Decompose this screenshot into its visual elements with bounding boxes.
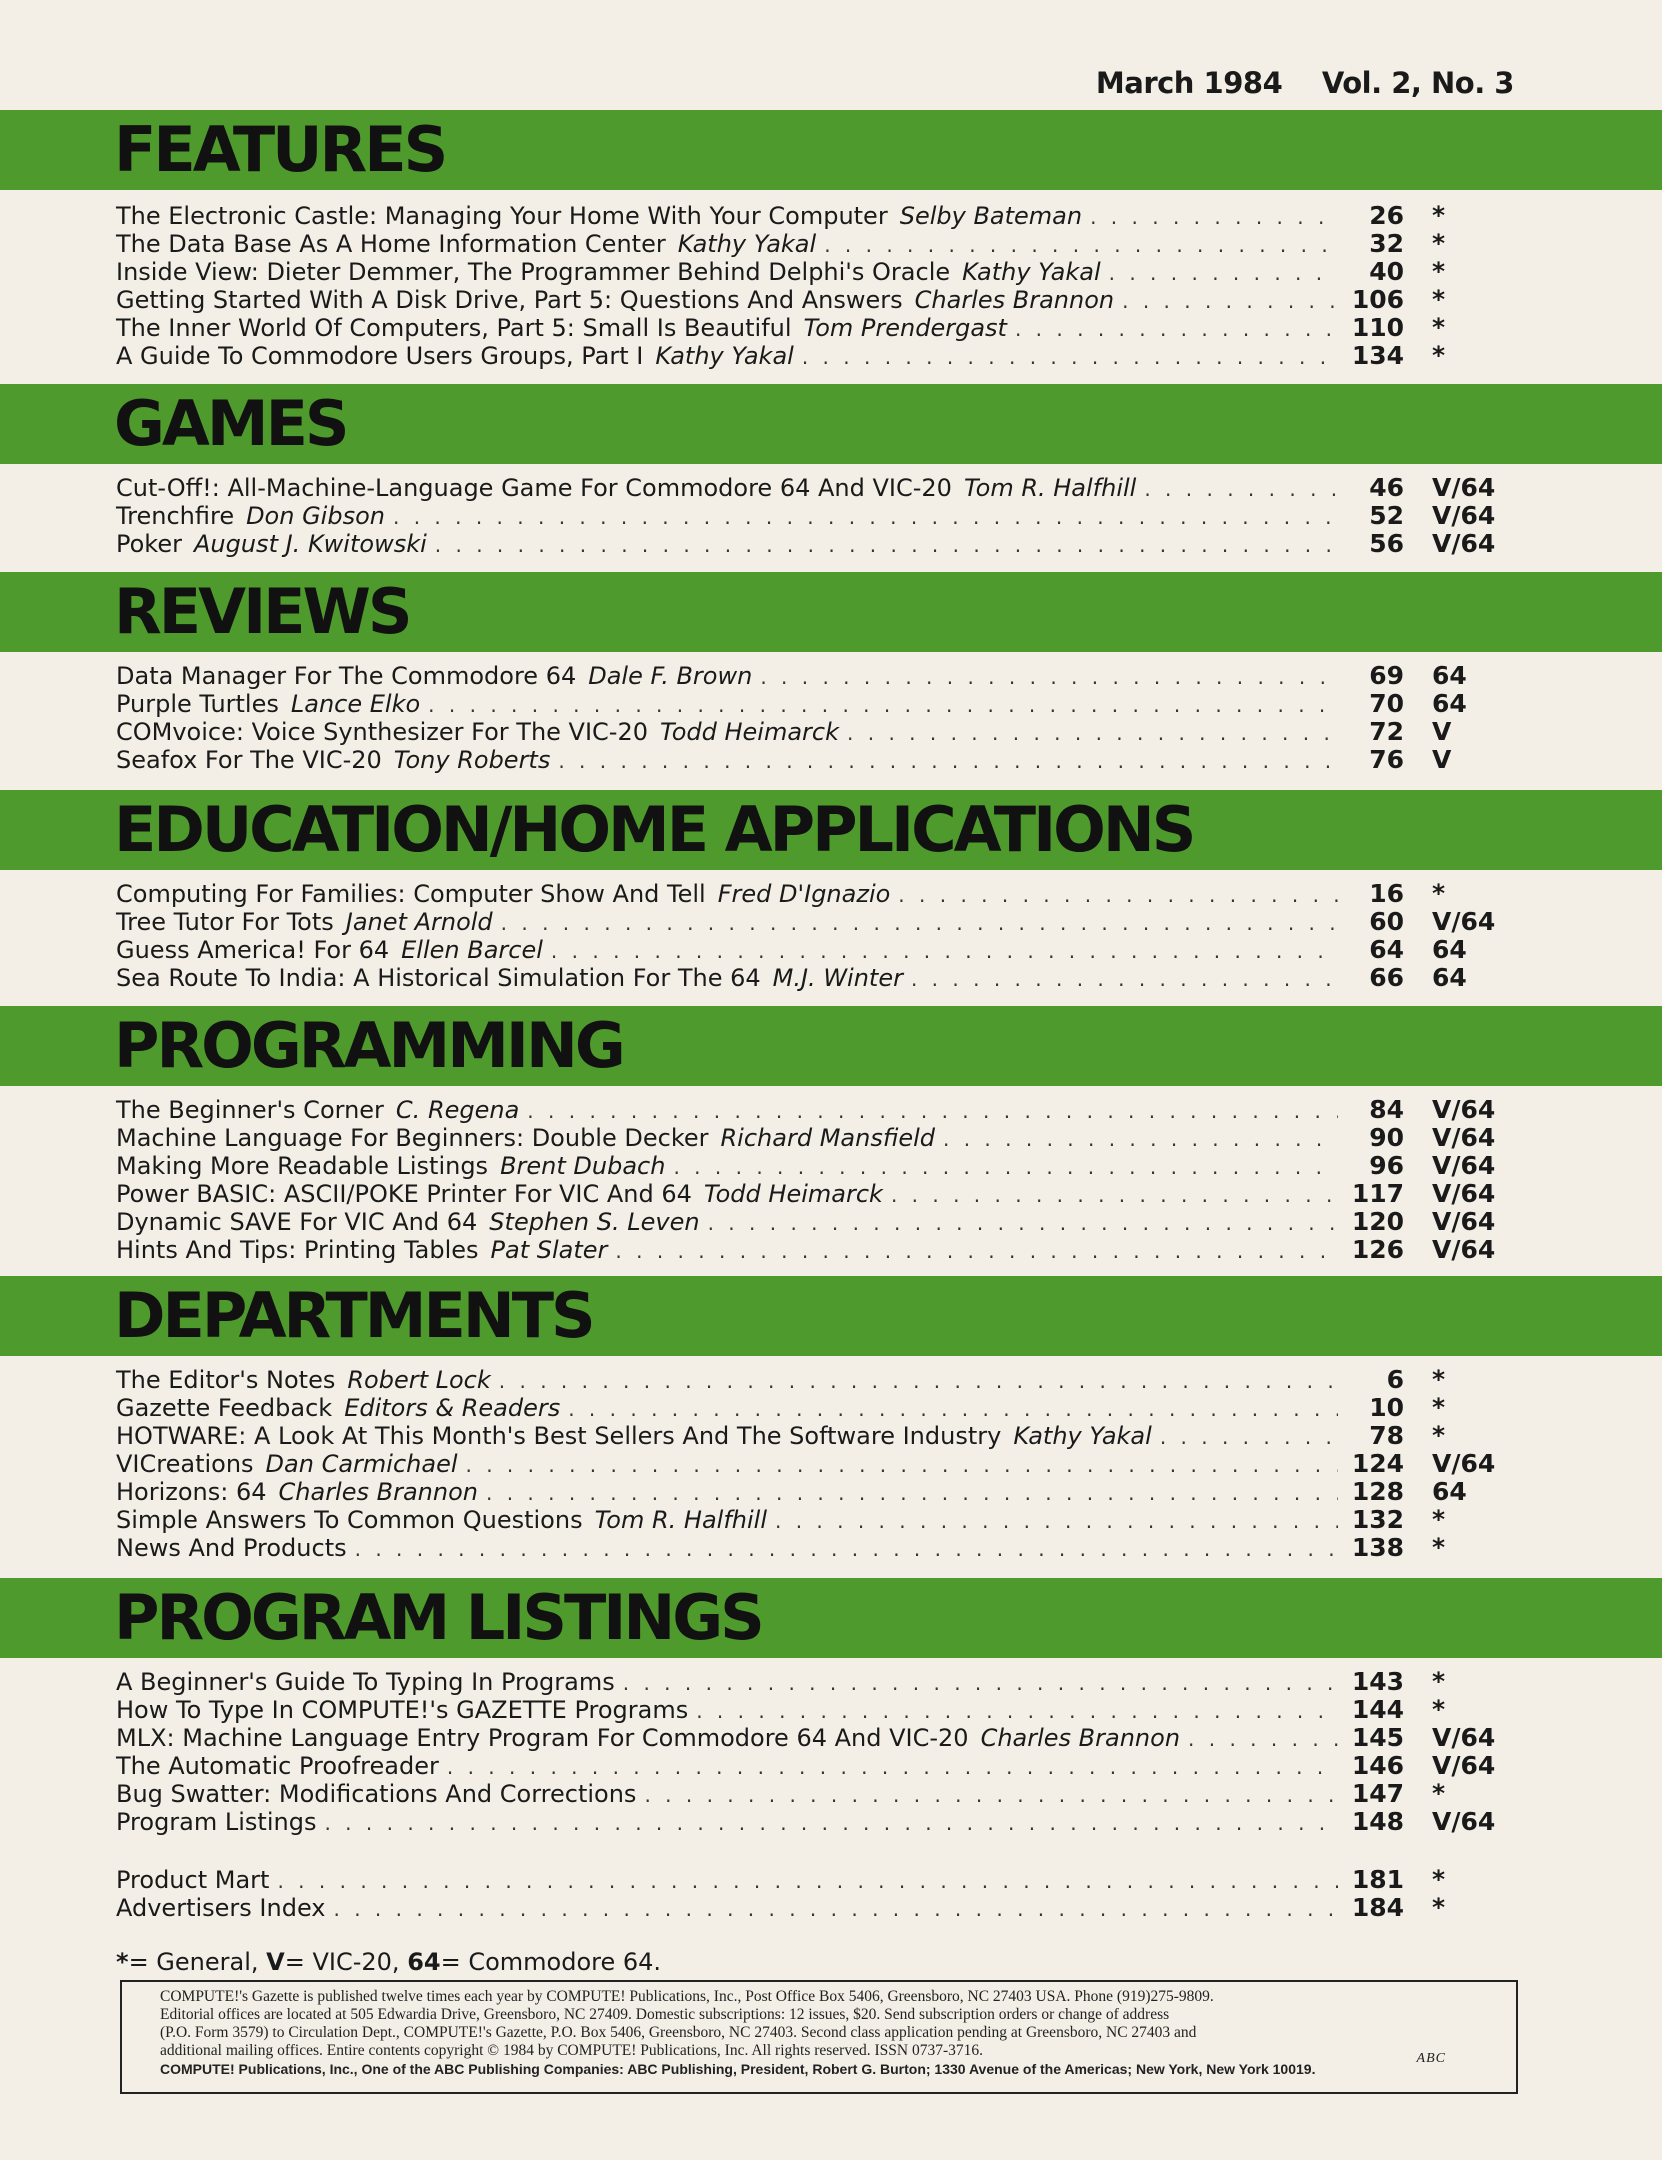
entry-author: C. Regena — [395, 1096, 520, 1124]
section-band — [0, 572, 1662, 652]
entry-author: Kathy Yakal — [677, 230, 817, 258]
dot-leader — [558, 747, 1338, 775]
section-band — [0, 1006, 1662, 1086]
dot-leader — [891, 1181, 1338, 1209]
dot-leader — [644, 1781, 1338, 1809]
entry-author: Kathy Yakal — [655, 342, 794, 370]
entry-page: 96 — [1369, 1151, 1404, 1180]
entry-title: Guess America! For 64 — [116, 936, 390, 964]
entry-author: Richard Mansfield — [720, 1124, 935, 1152]
entry-page: 143 — [1351, 1667, 1404, 1696]
entries-gap — [116, 1836, 1516, 1866]
toc-entry[interactable] — [116, 1808, 1516, 1836]
toc-entry[interactable] — [116, 1180, 1516, 1208]
entry-page: 126 — [1351, 1235, 1404, 1264]
dot-leader — [355, 1535, 1338, 1563]
entry-author: Dan Carmichael — [265, 1450, 458, 1478]
section-heading: EDUCATION/HOME APPLICATIONS — [114, 793, 1194, 866]
section-entries — [116, 202, 1516, 370]
entry-page: 78 — [1369, 1421, 1404, 1450]
entry-machine: * — [1432, 313, 1446, 342]
entry-title: Getting Started With A Disk Drive, Part 5: Questions And Answers — [116, 286, 903, 314]
entry-page: 145 — [1351, 1723, 1404, 1752]
entry-page: 40 — [1369, 257, 1404, 286]
entry-author: Tom R. Halfhill — [594, 1506, 767, 1534]
dot-leader — [1090, 203, 1338, 231]
entry-title: Program Listings — [116, 1808, 317, 1836]
entry-title: Advertisers Index — [116, 1894, 326, 1922]
entry-machine: V/64 — [1432, 529, 1496, 558]
entry-page: 138 — [1351, 1533, 1404, 1562]
section-heading: DEPARTMENTS — [114, 1279, 593, 1352]
dot-leader — [435, 531, 1338, 559]
dot-leader — [1015, 315, 1338, 343]
dot-leader — [943, 1125, 1338, 1153]
section-band — [0, 1276, 1662, 1356]
entry-page: 132 — [1351, 1505, 1404, 1534]
entry-title: MLX: Machine Language Entry Program For Commodore 64 And VIC-20 — [116, 1724, 969, 1752]
entry-title: A Guide To Commodore Users Groups, Part I — [116, 342, 644, 370]
entry-page: 128 — [1351, 1477, 1404, 1506]
legend-vic-text: = VIC-20, — [284, 1948, 400, 1976]
entry-author: Charles Brannon — [278, 1478, 478, 1506]
dot-leader — [527, 1097, 1338, 1125]
entry-author: Janet Arnold — [345, 908, 493, 936]
entry-title: Data Manager For The Commodore 64 — [116, 662, 577, 690]
dot-leader — [393, 503, 1338, 531]
toc-entry[interactable] — [116, 1866, 1516, 1894]
toc-entry[interactable] — [116, 1208, 1516, 1236]
entry-title: VICreations — [116, 1450, 254, 1478]
legend-c64-text: = Commodore 64. — [440, 1948, 662, 1976]
section-entries — [116, 880, 1516, 992]
entry-title: The Editor's Notes — [116, 1366, 336, 1394]
section-heading: REVIEWS — [114, 575, 410, 648]
entry-author: Tony Roberts — [393, 746, 551, 774]
entry-page: 106 — [1351, 285, 1404, 314]
entry-machine: V/64 — [1432, 1095, 1496, 1124]
entry-author: Lance Elko — [290, 690, 421, 718]
entry-author: Stephen S. Leven — [489, 1208, 700, 1236]
dot-leader — [551, 937, 1338, 965]
toc-entry[interactable] — [116, 342, 1516, 370]
toc-entry[interactable] — [116, 1894, 1516, 1922]
section-entries — [116, 1096, 1516, 1264]
entry-machine: * — [1432, 1365, 1446, 1394]
dot-leader — [824, 231, 1338, 259]
entry-machine: V — [1432, 717, 1452, 746]
entry-page: 76 — [1369, 745, 1404, 774]
entry-machine: V/64 — [1432, 1151, 1496, 1180]
section-heading: GAMES — [114, 387, 347, 460]
entry-machine: 64 — [1432, 661, 1467, 690]
entry-title: Power BASIC: ASCII/POKE Printer For VIC And 64 — [116, 1180, 692, 1208]
entry-machine: V/64 — [1432, 1207, 1496, 1236]
masthead-line-4: additional mailing offices. Entire contents copyright © 1984 by COMPUTE! Publications, Inc. All rights reserved. ISSN 0737-3716. — [160, 2042, 983, 2059]
entry-page: 32 — [1369, 229, 1404, 258]
entry-machine: * — [1432, 229, 1446, 258]
section-band — [0, 790, 1662, 870]
toc-entry[interactable] — [116, 286, 1516, 314]
entry-page: 147 — [1351, 1779, 1404, 1808]
entry-author: Todd Heimarck — [703, 1180, 883, 1208]
entry-page: 124 — [1351, 1449, 1404, 1478]
legend-general-symbol: * — [116, 1948, 129, 1976]
entry-machine: V/64 — [1432, 501, 1496, 530]
entry-machine: * — [1432, 1533, 1446, 1562]
masthead-line-1: COMPUTE!'s Gazette is published twelve times each year by COMPUTE! Publications, Inc., Post Office Box 5406, Greensboro, NC 27403 USA. Phone (919)275-9809. — [160, 1988, 1214, 2005]
entry-machine: 64 — [1432, 689, 1467, 718]
entry-page: 10 — [1369, 1393, 1404, 1422]
entry-title: How To Type In COMPUTE!'s GAZETTE Programs — [116, 1696, 689, 1724]
entry-title: Purple Turtles — [116, 690, 279, 718]
toc-entry[interactable] — [116, 1450, 1516, 1478]
toc-entry[interactable] — [116, 230, 1516, 258]
entry-page: 117 — [1351, 1179, 1404, 1208]
entry-author: Don Gibson — [246, 502, 385, 530]
dot-leader — [486, 1479, 1338, 1507]
dot-leader — [568, 1395, 1338, 1423]
entry-author: Kathy Yakal — [962, 258, 1101, 286]
entry-machine: 64 — [1432, 935, 1467, 964]
issue-date: March 1984 — [1095, 66, 1283, 100]
toc-entry[interactable] — [116, 1534, 1516, 1562]
entry-author: August J. Kwitowski — [193, 530, 427, 558]
dot-leader — [1109, 259, 1338, 287]
entry-title: A Beginner's Guide To Typing In Programs — [116, 1668, 615, 1696]
entry-author: Tom Prendergast — [803, 314, 1007, 342]
masthead-line-2: Editorial offices are located at 505 Edwardia Drive, Greensboro, NC 27409. Domestic subscriptions: 12 issues, $20. Send subscription orders or change of address — [160, 2006, 1170, 2023]
legend-c64-symbol: 64 — [407, 1948, 441, 1976]
entry-machine: V/64 — [1432, 1449, 1496, 1478]
entry-author: Ellen Barcel — [401, 936, 543, 964]
dot-leader — [898, 881, 1338, 909]
toc-entry[interactable] — [116, 1124, 1516, 1152]
entry-machine: * — [1432, 1505, 1446, 1534]
dot-leader — [760, 663, 1338, 691]
entry-title: The Data Base As A Home Information Center — [116, 230, 666, 258]
entry-page: 56 — [1369, 529, 1404, 558]
entry-title: HOTWARE: A Look At This Month's Best Sellers And The Software Industry — [116, 1422, 1002, 1450]
toc-entry[interactable] — [116, 1696, 1516, 1724]
issue-volume: Vol. 2, No. 3 — [1321, 66, 1514, 100]
entry-title: Gazette Feedback — [116, 1394, 333, 1422]
masthead-line-3: (P.O. Form 3579) to Circulation Dept., COMPUTE!'s Gazette, P.O. Box 5406, Greensboro, NC 27403. Second class application pending at Greensboro, NC 27403 and — [160, 2024, 1197, 2041]
entry-author: Kathy Yakal — [1013, 1422, 1152, 1450]
entry-page: 60 — [1369, 907, 1404, 936]
entry-machine: * — [1432, 879, 1446, 908]
entry-author: Todd Heimarck — [660, 718, 840, 746]
entry-machine: * — [1432, 1667, 1446, 1696]
entry-machine: * — [1432, 1779, 1446, 1808]
section-band — [0, 384, 1662, 464]
entry-author: Charles Brannon — [980, 1724, 1181, 1752]
entry-machine: * — [1432, 285, 1446, 314]
entry-title: The Inner World Of Computers, Part 5: Small Is Beautiful — [116, 314, 792, 342]
dot-leader — [277, 1867, 1338, 1895]
toc-entry[interactable] — [116, 1236, 1516, 1264]
toc-entry[interactable] — [116, 1422, 1516, 1450]
dot-leader — [499, 1367, 1338, 1395]
entry-title: COMvoice: Voice Synthesizer For The VIC-20 — [116, 718, 648, 746]
toc-entry[interactable] — [116, 718, 1516, 746]
entry-page: 6 — [1386, 1365, 1404, 1394]
dot-leader — [1160, 1423, 1338, 1451]
section-heading: PROGRAMMING — [114, 1009, 623, 1082]
toc-entry[interactable] — [116, 1096, 1516, 1124]
entry-author: M.J. Winter — [772, 964, 903, 992]
entry-author: Robert Lock — [347, 1366, 491, 1394]
entry-machine: V/64 — [1432, 473, 1496, 502]
entry-author: Charles Brannon — [914, 286, 1115, 314]
entry-title: Seafox For The VIC-20 — [116, 746, 382, 774]
dot-leader — [615, 1237, 1338, 1265]
issue-line — [1096, 66, 1514, 100]
entry-title: Bug Swatter: Modifications And Corrections — [116, 1780, 637, 1808]
toc-entry[interactable] — [116, 202, 1516, 230]
entry-machine: V/64 — [1432, 1179, 1496, 1208]
dot-leader — [696, 1697, 1338, 1725]
toc-entry[interactable] — [116, 880, 1516, 908]
dot-leader — [911, 965, 1338, 993]
masthead-line-5: COMPUTE! Publications, Inc., One of the ABC Publishing Companies: ABC Publishing, President, Robert G. Burton; 1330 Avenue of the Americas; New York, New York 10019. — [160, 2061, 1316, 2077]
entry-page: 52 — [1369, 501, 1404, 530]
entry-page: 144 — [1351, 1695, 1404, 1724]
entry-page: 26 — [1369, 201, 1404, 230]
entry-title: Making More Readable Listings — [116, 1152, 489, 1180]
entry-author: Dale F. Brown — [588, 662, 753, 690]
entry-page: 148 — [1351, 1807, 1404, 1836]
toc-entry[interactable] — [116, 474, 1516, 502]
entry-page: 181 — [1351, 1865, 1404, 1894]
section-entries — [116, 1366, 1516, 1562]
entry-title: Poker — [116, 530, 182, 558]
entry-machine: V/64 — [1432, 1235, 1496, 1264]
entry-title: Product Mart — [116, 1866, 270, 1894]
entry-machine: * — [1432, 1421, 1446, 1450]
section-entries — [116, 474, 1516, 558]
entry-page: 72 — [1369, 717, 1404, 746]
entry-page: 46 — [1369, 473, 1404, 502]
machine-legend — [116, 1948, 661, 1976]
entry-title: Cut-Off!: All-Machine-Language Game For Commodore 64 And VIC-20 — [116, 474, 952, 502]
section-band — [0, 1578, 1662, 1658]
toc-entry[interactable] — [116, 964, 1516, 992]
entry-page: 16 — [1369, 879, 1404, 908]
entry-page: 184 — [1351, 1893, 1404, 1922]
toc-entry[interactable] — [116, 1752, 1516, 1780]
section-heading: PROGRAM LISTINGS — [114, 1581, 762, 1654]
entry-page: 120 — [1351, 1207, 1404, 1236]
dot-leader — [708, 1209, 1338, 1237]
entry-title: The Electronic Castle: Managing Your Home With Your Computer — [116, 202, 888, 230]
entry-author: Editors & Readers — [344, 1394, 561, 1422]
entry-title: The Automatic Proofreader — [116, 1752, 439, 1780]
dot-leader — [673, 1153, 1338, 1181]
dot-leader — [428, 691, 1338, 719]
entry-author: Fred D'Ignazio — [717, 880, 891, 908]
entry-author: Pat Slater — [490, 1236, 608, 1264]
entry-title: Hints And Tips: Printing Tables — [116, 1236, 479, 1264]
legend-general-text: = General, — [128, 1948, 259, 1976]
entry-page: 84 — [1369, 1095, 1404, 1124]
entry-title: Computing For Families: Computer Show And Tell — [116, 880, 706, 908]
legend-vic-symbol: V — [266, 1948, 285, 1976]
toc-entry[interactable] — [116, 530, 1516, 558]
entry-page: 64 — [1369, 935, 1404, 964]
entry-machine: V/64 — [1432, 1751, 1496, 1780]
toc-entry[interactable] — [116, 1724, 1516, 1752]
toc-entry[interactable] — [116, 258, 1516, 286]
entry-title: Dynamic SAVE For VIC And 64 — [116, 1208, 478, 1236]
entry-title: Tree Tutor For Tots — [116, 908, 334, 936]
entry-machine: * — [1432, 1393, 1446, 1422]
entry-machine: * — [1432, 201, 1446, 230]
section-heading: FEATURES — [114, 113, 446, 186]
toc-entry[interactable] — [116, 936, 1516, 964]
entry-page: 66 — [1369, 963, 1404, 992]
toc-entry[interactable] — [116, 1668, 1516, 1696]
entry-title: Horizons: 64 — [116, 1478, 267, 1506]
dot-leader — [333, 1895, 1338, 1923]
entry-machine: V/64 — [1432, 1723, 1496, 1752]
entry-author: Tom R. Halfhill — [963, 474, 1137, 502]
entry-machine: * — [1432, 341, 1446, 370]
toc-entry[interactable] — [116, 1394, 1516, 1422]
toc-entry[interactable] — [116, 690, 1516, 718]
entry-page: 134 — [1351, 341, 1404, 370]
entry-machine: * — [1432, 1893, 1446, 1922]
toc-entry[interactable] — [116, 1780, 1516, 1808]
entry-machine: * — [1432, 257, 1446, 286]
entry-page: 146 — [1351, 1751, 1404, 1780]
dot-leader — [1144, 475, 1338, 503]
section-entries — [116, 662, 1516, 774]
entry-author: Selby Bateman — [899, 202, 1083, 230]
dot-leader — [447, 1753, 1338, 1781]
entry-machine: 64 — [1432, 1477, 1467, 1506]
entry-machine: V/64 — [1432, 1807, 1496, 1836]
entry-machine: V/64 — [1432, 1123, 1496, 1152]
toc-entry[interactable] — [116, 1478, 1516, 1506]
abc-logo: ABC — [1416, 2051, 1446, 2066]
entry-title: Inside View: Dieter Demmer, The Programmer Behind Delphi's Oracle — [116, 258, 951, 286]
entry-machine: V/64 — [1432, 907, 1496, 936]
toc-entry[interactable] — [116, 1506, 1516, 1534]
entry-page: 110 — [1351, 313, 1404, 342]
toc-entry[interactable] — [116, 1152, 1516, 1180]
toc-entry[interactable] — [116, 314, 1516, 342]
entry-machine: 64 — [1432, 963, 1467, 992]
entry-title: The Beginner's Corner — [116, 1096, 384, 1124]
dot-leader — [501, 909, 1338, 937]
section-entries — [116, 1668, 1516, 1922]
entry-title: Sea Route To India: A Historical Simulation For The 64 — [116, 964, 761, 992]
entry-machine: * — [1432, 1695, 1446, 1724]
dot-leader — [1122, 287, 1338, 315]
toc-entry[interactable] — [116, 746, 1516, 774]
entry-title: Trenchfire — [116, 502, 235, 530]
entry-title: Simple Answers To Common Questions — [116, 1506, 583, 1534]
dot-leader — [775, 1507, 1338, 1535]
masthead-box — [120, 1980, 1518, 2094]
dot-leader — [324, 1809, 1338, 1837]
entry-author: Brent Dubach — [500, 1152, 666, 1180]
dot-leader — [1188, 1725, 1338, 1753]
dot-leader — [847, 719, 1338, 747]
entry-title: News And Products — [116, 1534, 347, 1562]
entry-machine: V — [1432, 745, 1452, 774]
dot-leader — [466, 1451, 1339, 1479]
entry-page: 70 — [1369, 689, 1404, 718]
entry-page: 69 — [1369, 661, 1404, 690]
entry-title: Machine Language For Beginners: Double Decker — [116, 1124, 709, 1152]
section-band — [0, 110, 1662, 190]
dot-leader — [802, 343, 1338, 371]
toc-entry[interactable] — [116, 502, 1516, 530]
dot-leader — [623, 1669, 1338, 1697]
entry-machine: * — [1432, 1865, 1446, 1894]
entry-page: 90 — [1369, 1123, 1404, 1152]
toc-entry[interactable] — [116, 908, 1516, 936]
toc-entry[interactable] — [116, 662, 1516, 690]
toc-entry[interactable] — [116, 1366, 1516, 1394]
